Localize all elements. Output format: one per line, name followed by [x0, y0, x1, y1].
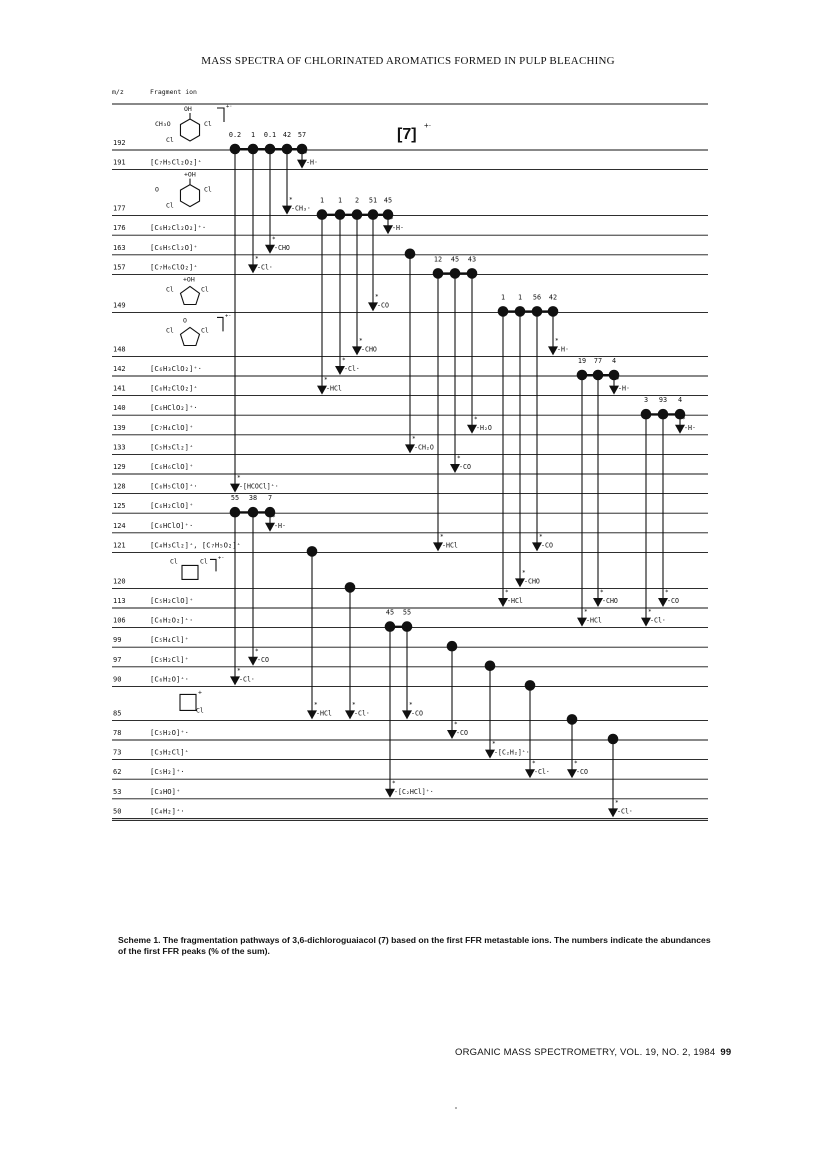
metastable-star: * — [682, 415, 686, 423]
loss-label: -HCl — [326, 384, 342, 393]
mz-value: 128 — [113, 482, 126, 491]
mz-value: 106 — [113, 616, 126, 625]
metastable-star: * — [454, 721, 458, 728]
metastable-star: * — [272, 513, 276, 521]
metastable-star: * — [522, 569, 526, 577]
fragment-ion-formula: [C₆H₂ClO]⁺ — [150, 501, 194, 511]
substituent-label: Cl — [201, 285, 209, 294]
mz-value: 120 — [113, 577, 126, 586]
mz-value: 163 — [113, 243, 126, 252]
radical-bracket-icon — [217, 108, 224, 122]
metastable-star: * — [574, 760, 578, 768]
mz-value: 113 — [113, 597, 126, 605]
fragment-ion-formula: [C₆H₃ClO₂]⁺· — [150, 364, 202, 373]
substituent-label: Cl — [166, 285, 174, 294]
loss-label: -HCl — [442, 541, 458, 550]
loss-label: -[HCOCl]⁺· — [239, 482, 279, 491]
mz-value: 62 — [113, 768, 122, 777]
metastable-star: * — [289, 196, 293, 204]
loss-label: -CO — [459, 463, 471, 471]
loss-label: -HCl — [316, 709, 332, 718]
loss-label: -H· — [306, 158, 318, 167]
mz-value: 141 — [113, 384, 126, 393]
fragment-ion-formula: [C₆H₆ClO]⁺ — [150, 462, 194, 471]
metastable-star: * — [505, 589, 509, 596]
fragment-ion-formula: [C₅H₂ClO]⁺ — [150, 596, 194, 605]
metastable-star: * — [532, 760, 536, 768]
metastable-star: * — [342, 357, 346, 364]
metastable-star: * — [255, 255, 259, 263]
metastable-star: * — [409, 701, 413, 709]
abundance-label: 42 — [548, 293, 558, 302]
loss-label: -Cl· — [534, 768, 550, 777]
fragment-ion-formula: [C₆H₅Cl₂O]⁺ — [150, 242, 198, 252]
substituent-label: OH — [184, 105, 192, 113]
metastable-star: * — [237, 667, 241, 675]
loss-label: -CO — [377, 301, 389, 310]
mz-value: 99 — [113, 636, 122, 645]
substituent-label: CH₃O — [155, 120, 171, 128]
abundance-label: 55 — [402, 608, 412, 617]
cyclopentane-ring-icon — [180, 286, 199, 304]
mz-value: 139 — [113, 423, 126, 432]
abundance-label: 3 — [643, 396, 649, 405]
fragment-ion-formula: [C₄H₂]⁺· — [150, 806, 185, 816]
mz-value: 140 — [113, 404, 126, 413]
stray-mark — [455, 1107, 457, 1109]
metastable-star: * — [440, 533, 444, 541]
metastable-star: * — [539, 533, 543, 541]
abundance-label: 51 — [368, 196, 378, 205]
mz-value: 73 — [113, 748, 122, 757]
substituent-label: Cl — [204, 185, 212, 194]
metastable-star: * — [304, 150, 308, 158]
loss-label: -CO — [541, 541, 553, 550]
abundance-label: 12 — [433, 255, 443, 264]
abundance-label: 42 — [282, 131, 292, 139]
mz-value: 192 — [113, 139, 126, 147]
loss-label: -H₂O — [476, 423, 492, 432]
metastable-star: * — [237, 474, 241, 482]
fragment-ion-formula: [C₇H₄ClO]⁺ — [150, 422, 194, 432]
loss-label: -CH₃· — [291, 204, 311, 213]
metastable-star: * — [474, 415, 478, 423]
figure-caption — [118, 935, 718, 957]
loss-label: -[C₂HCl]⁺· — [394, 787, 434, 796]
metastable-star: * — [615, 799, 619, 807]
abundance-label: 1 — [250, 131, 256, 139]
column-header-mz: m/z — [112, 88, 124, 96]
loss-label: -Cl· — [354, 709, 370, 718]
loss-label: -Cl· — [344, 365, 360, 373]
mz-value: 125 — [113, 502, 126, 511]
loss-label: -H· — [684, 423, 696, 432]
loss-label: -Cl· — [617, 807, 633, 816]
fragment-ion-formula: [C₃H₂Cl]⁺ — [150, 747, 189, 757]
metastable-star: * — [616, 376, 620, 384]
fragment-ion-formula: [C₆H₂Cl₂O₂]⁺· — [150, 223, 207, 233]
charge-label: + — [198, 688, 202, 697]
fragment-ion-formula: [C₆H₅ClO]⁺· — [150, 481, 198, 491]
mz-value: 50 — [113, 807, 122, 816]
mz-value: 148 — [113, 345, 126, 354]
abundance-label: 4 — [611, 357, 617, 365]
mz-value: 177 — [113, 204, 126, 213]
charge-label: +· — [218, 555, 225, 562]
mz-value: 149 — [113, 301, 126, 310]
mz-value: 97 — [113, 655, 122, 664]
abundance-label: 55 — [230, 494, 240, 503]
fragment-ion-formula: [C₇H₆ClO₂]⁺ — [150, 262, 198, 272]
loss-label: -H· — [274, 521, 286, 530]
page-number: 99 — [720, 1047, 732, 1058]
metastable-star: * — [390, 216, 394, 224]
caption-label: Scheme 1. — [118, 935, 161, 945]
mz-value: 129 — [113, 463, 126, 471]
abundance-label: 0.2 — [228, 131, 242, 139]
loss-label: -H· — [618, 384, 630, 393]
abundance-label: 38 — [248, 494, 258, 503]
abundance-label: 1 — [319, 196, 325, 205]
metastable-star: * — [457, 455, 461, 462]
metastable-star: * — [352, 701, 356, 709]
mz-value: 90 — [113, 675, 122, 684]
metastable-star: * — [324, 376, 328, 384]
metastable-star: * — [648, 608, 652, 616]
loss-label: -CO — [576, 768, 588, 777]
fragment-ion-formula: [C₆HClO]⁺· — [150, 520, 194, 530]
metastable-star: * — [359, 337, 363, 345]
loss-label: -Cl· — [257, 263, 273, 272]
loss-label: -Cl· — [650, 616, 666, 625]
radical-bracket-icon — [217, 317, 223, 331]
fragment-ion-formula: [C₃HO]⁺ — [150, 786, 181, 796]
metastable-star: * — [375, 293, 379, 301]
loss-label: -H· — [392, 224, 404, 233]
metastable-star: * — [555, 337, 559, 345]
page-footer — [455, 1047, 731, 1058]
fragment-ion-formula: [C₆H₂O₂]⁺· — [150, 615, 194, 625]
fragment-ion-formula: [C₅H₂Cl]⁺ — [150, 654, 189, 664]
fragment-ion-formula: [C₆HClO₂]⁺· — [150, 403, 198, 413]
compound-label: [7] — [397, 126, 417, 143]
loss-label: -CHO — [274, 243, 290, 252]
metastable-star: * — [665, 589, 669, 596]
mz-value: 53 — [113, 787, 122, 796]
abundance-label: 45 — [385, 608, 395, 617]
substituent-label: Cl — [201, 326, 209, 335]
benzene-ring-icon — [180, 185, 199, 207]
abundance-label: 43 — [467, 255, 477, 264]
metastable-star: * — [314, 701, 318, 709]
abundance-label: 19 — [577, 357, 587, 365]
substituent-label: Cl — [166, 136, 174, 144]
substituent-label: Cl — [204, 120, 212, 128]
mz-value: 78 — [113, 729, 122, 737]
mz-value: 142 — [113, 365, 126, 373]
mz-value: 124 — [113, 521, 126, 530]
substituent-label: +OH — [183, 275, 195, 284]
abundance-label: 45 — [383, 196, 393, 205]
loss-label: -CO — [257, 655, 269, 664]
loss-label: -[C₂H₂]⁺· — [494, 748, 530, 757]
radical-bracket-icon — [210, 559, 216, 571]
substituent-label: +OH — [184, 170, 196, 179]
mz-value: 157 — [113, 263, 126, 272]
column-header-fragment-ion: Fragment ion — [150, 88, 197, 96]
loss-label: -H· — [557, 345, 569, 354]
abundance-label: 57 — [297, 131, 307, 139]
mz-value: 176 — [113, 224, 126, 233]
abundance-label: 45 — [450, 255, 460, 264]
loss-label: -HCl — [507, 597, 523, 605]
substituent-label: Cl — [196, 706, 204, 715]
loss-label: -Cl· — [239, 675, 255, 684]
fragment-ion-formula: [C₅H₄Cl]⁺ — [150, 635, 189, 645]
abundance-label: 77 — [593, 357, 603, 365]
fragment-ion-formula: [C₄H₃Cl₂]⁺, [C₇H₅O₂]⁺ — [150, 540, 241, 550]
metastable-star: * — [584, 608, 588, 616]
metastable-star: * — [272, 235, 276, 243]
abundance-label: 1 — [337, 196, 343, 205]
loss-label: -CO — [667, 597, 679, 605]
metastable-star: * — [412, 435, 416, 443]
abundance-label: 7 — [267, 494, 273, 503]
substituent-label: O — [183, 316, 187, 325]
loss-label: -CO — [411, 709, 423, 718]
abundance-label: 4 — [677, 396, 683, 405]
abundance-label: 1 — [517, 293, 523, 302]
substituent-label: O — [155, 185, 159, 194]
abundance-label: 1 — [500, 293, 506, 302]
charge-label: +· — [226, 104, 233, 110]
fragment-ion-formula: [C₅H₃Cl₂]⁺ — [150, 442, 194, 452]
cyclobutenyl-ring-icon — [180, 694, 196, 710]
loss-label: -CHO — [602, 597, 618, 605]
journal-citation: ORGANIC MASS SPECTROMETRY, VOL. 19, NO. 2, 1984 — [455, 1047, 716, 1058]
fragment-ion-formula: [C₆H₂O]⁺· — [150, 674, 189, 684]
substituent-label: Cl — [166, 201, 174, 210]
mz-value: 85 — [113, 709, 122, 718]
loss-label: -CO — [456, 729, 468, 737]
substituent-label: Cl — [200, 557, 208, 566]
loss-label: -CHO — [524, 577, 540, 586]
fragment-ion-formula: [C₇H₅Cl₂O₂]⁺ — [150, 157, 202, 167]
compound-charge: +· — [424, 121, 432, 130]
cyclobutadiene-ring-icon — [182, 565, 198, 579]
fragment-ion-formula: [C₅H₂]⁺· — [150, 767, 185, 777]
running-header: MASS SPECTRA OF CHLORINATED AROMATICS FORMED IN PULP BLEACHING — [201, 55, 615, 67]
mz-value: 191 — [113, 158, 126, 167]
loss-label: -HCl — [586, 616, 602, 625]
substituent-label: Cl — [166, 326, 174, 335]
substituent-label: Cl — [170, 557, 178, 566]
metastable-star: * — [600, 589, 604, 596]
loss-label: -CHO — [361, 345, 377, 354]
metastable-star: * — [392, 779, 396, 787]
loss-label: -CH₂O — [414, 443, 434, 452]
charge-label: +· — [225, 313, 232, 320]
fragment-ion-formula: [C₅H₂O]⁺· — [150, 728, 189, 737]
metastable-star: * — [255, 647, 259, 655]
mz-value: 133 — [113, 443, 126, 452]
metastable-star: * — [492, 740, 496, 748]
mz-value: 121 — [113, 541, 126, 550]
caption-text: The fragmentation pathways of 3,6-dichloroguaiacol (7) based on the first FFR metastable ions. The numbers indicate the abundances of the first FFR peaks (% of the sum). — [118, 935, 711, 956]
cyclopentane-ring-icon — [180, 327, 199, 345]
benzene-ring-icon — [180, 119, 199, 141]
fragment-ion-formula: [C₆H₂ClO₂]⁺ — [150, 383, 198, 393]
abundance-label: 0.1 — [263, 131, 277, 139]
abundance-label: 93 — [658, 396, 668, 405]
abundance-label: 56 — [532, 293, 542, 302]
abundance-label: 2 — [354, 196, 360, 205]
